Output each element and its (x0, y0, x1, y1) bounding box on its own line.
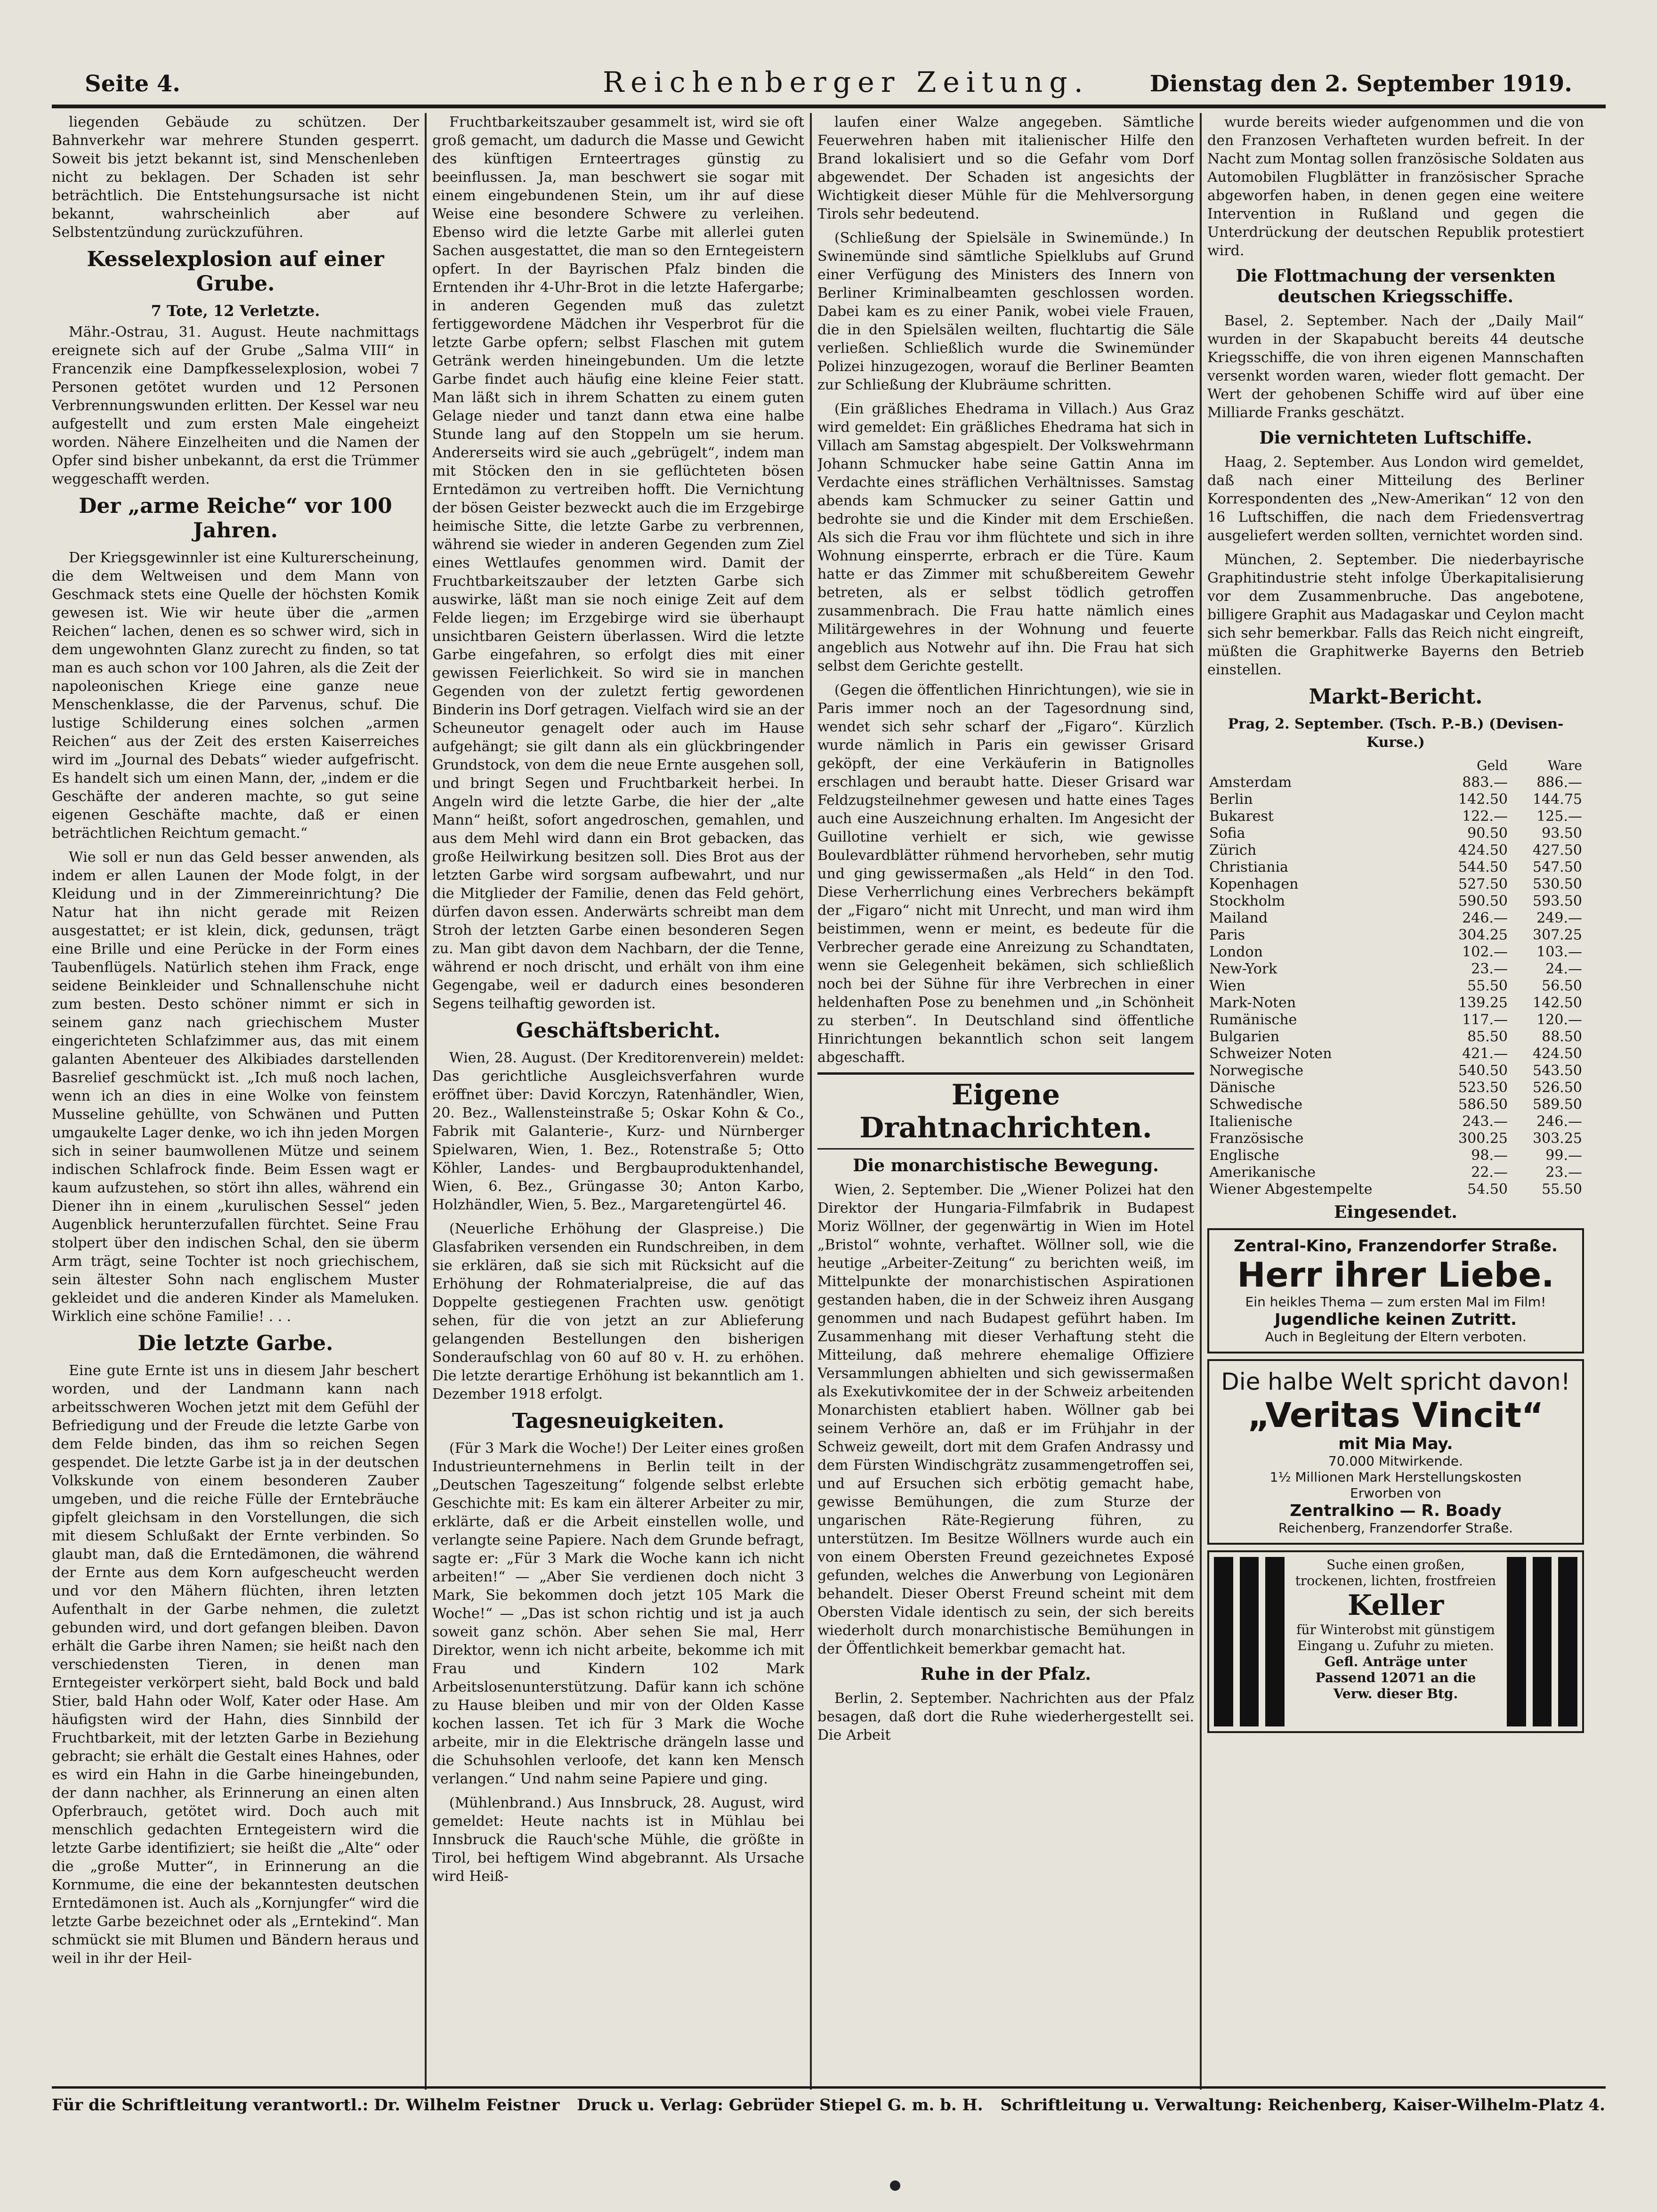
rate-ware: 526.50 (1533, 1079, 1582, 1096)
column-divider (1200, 113, 1202, 2090)
subheadline: 7 Tote, 12 Verletzte. (151, 302, 320, 320)
rate-ware: 55.50 (1542, 1181, 1582, 1198)
table-row (1207, 1130, 1584, 1147)
footer-publisher: Druck u. Verlag: Gebrüder Stiepel G. m. b. H. (577, 2096, 983, 2115)
ad-keller (1207, 1550, 1584, 1733)
ad-text: Jugendliche keinen Zutritt. (1274, 1310, 1517, 1329)
article-text: wurde bereits wieder aufgenommen und die von den Franzosen Verhafteten wurden befreit. In der Nacht zum Montag sollen französische Soldaten aus Automobilen Flugblätter in französischer Sprache abgeworfen haben, in denen gegen eine weitere Intervention in Rußland und gegen die Unterdrückung der deutschen Republik protestiert wird. (1207, 114, 1584, 259)
currency-name: Französische (1209, 1130, 1304, 1147)
header-rule (52, 105, 1606, 108)
currency-name: Rumänische (1209, 1012, 1297, 1028)
currency-name: Amerikanische (1209, 1164, 1316, 1181)
headline-ruhe-pfalz: Ruhe in der Pfalz. (920, 1664, 1091, 1684)
currency-name: Berlin (1209, 791, 1253, 808)
table-row (1207, 1147, 1584, 1164)
article-text: (Für 3 Mark die Woche!) Der Leiter eines großen Industrieunternehmens in Berlin teilt in der „Deutschen Tageszeitung“ folgende selbst erlebte Geschichte mit: Es kam ein älterer Arbeiter zu mir, erklärte, daß er die Arbeit einstellen wolle, und verlangte seine Papiere. Nach dem Grunde befragt, sagte er: „Für 3 Mark die Woche kann ich nicht arbeiten!“ — „Aber Sie verdienen doch nicht 3 Mark, Sie bekommen doch jetzt 105 Mark die Woche!“ — „Das ist schon richtig und ist ja auch soweit ganz schön. Aber sehen Sie mal, Herr Direktor, wenn ich nicht arbeite, bekomme ich mit Frau und Kindern 102 Mark Arbeitslosenunterstützung. Dafür kann ich schöne zu Hause bleiben und mir von der Olden Kasse kochen lassen. Tet ich für 3 Mark die Woche arbeite, mir in die Elektrische drängeln lasse und die Schuhsohlen verloofe, det kann ken Mensch verlangen.“ Und nahm seine Papiere und ging. (432, 1440, 804, 1787)
rate-ware: 120.— (1536, 1012, 1582, 1028)
ad-text: Die halbe Welt spricht davon! (1221, 1368, 1570, 1395)
article-text: München, 2. September. Die niederbayrische Graphitindustrie steht infolge Überkapitalisierung vor dem Zusammenbruche. Das angebotene, billigere Graphit aus Madagaskar und Ceylon macht sich sehr bemerkbar. Falls das Reich nicht eingreift, müßten die Graphitwerke Bayerns den Betrieb einstellen. (1207, 551, 1584, 678)
rate-geld: 243.— (1462, 1113, 1508, 1130)
headline-flottmachung: Die Flottmachung der versenkten deutschen Kriegsschiffe. (1236, 266, 1556, 307)
rate-ware: 23.— (1545, 1164, 1582, 1181)
rate-ware: 424.50 (1533, 1045, 1582, 1062)
ad-text: 70.000 Mitwirkende. (1328, 1453, 1463, 1469)
table-row (1207, 961, 1584, 978)
rate-ware: 303.25 (1533, 1130, 1582, 1147)
table-row (1207, 1012, 1584, 1029)
ad-text: Ein heikles Thema — zum ersten Mal im Film! (1245, 1294, 1546, 1310)
table-row (1207, 1062, 1584, 1079)
print-mark (890, 2180, 900, 2191)
ad-text: Erworben von (1350, 1485, 1441, 1501)
rate-geld: 117.— (1462, 1012, 1508, 1028)
rate-geld: 85.50 (1467, 1029, 1508, 1045)
headline-drahtnachrichten: Eigene Drahtnachrichten. (859, 1078, 1152, 1144)
currency-name: Mailand (1209, 910, 1268, 926)
rate-ware: 249.— (1536, 910, 1582, 926)
headline-eingesendet: Eingesendet. (1334, 1202, 1457, 1222)
article-text: (Ein gräßliches Ehedrama in Villach.) Aus Graz wird gemeldet: Ein gräßliches Ehedrama hat sich in Villach am Samstag abgespielt. Der Volkswehrmann Johann Schmucker habe seine Gattin Anna im Verdachte eines sträflichen Verhältnisses. Samstag abends kam Schmucker zu seiner Gattin und bedrohte sie und die Kinder mit dem Erschießen. Als sich die Frau vor ihm flüchtete und sich in ihre Wohnung einsperrte, erbrach er die Türe. Kaum hatte er das Zimmer mit schußbereitem Gewehr betreten, als er selbst tödlich getroffen zusammenbrach. Die Frau hatte nämlich eines Militärgewehres in der Wohnung und feuerte angeblich aus Notwehr auf ihn. Die Frau hat sich selbst dem Gerichte gestellt. (817, 401, 1194, 674)
rate-ware: 593.50 (1533, 893, 1582, 909)
currency-name: Christiania (1209, 859, 1288, 875)
rate-geld: 22.— (1471, 1164, 1508, 1181)
rate-ware: 307.25 (1533, 927, 1582, 943)
table-header-row (1207, 757, 1584, 774)
table-row (1207, 1079, 1584, 1096)
ad-text: für Winterobst mit günstigem Eingang u. Zufuhr zu mieten. (1296, 1622, 1495, 1653)
table-row (1207, 978, 1584, 995)
ad-text: Suche einen großen, trockenen, lichten, frostfreien (1295, 1557, 1496, 1588)
currency-name: Bulgarien (1209, 1029, 1280, 1045)
rate-ware: 88.50 (1542, 1029, 1582, 1045)
rate-ware: 103.— (1536, 944, 1582, 960)
rate-geld: 23.— (1471, 961, 1508, 977)
rate-geld: 142.50 (1458, 791, 1508, 808)
article-text: Haag, 2. September. Aus London wird gemeldet, daß nach einer Mitteilung des Berliner Korrespondenten des „New-Amerikan“ 12 von den 16 Luftschiffen, die nach dem Friedensvertrag ausgeliefert werden sollten, vernichtet worden sind. (1207, 454, 1584, 544)
ad-text: Zentral-Kino, Franzendorfer Straße. (1234, 1237, 1558, 1256)
headline-marktbericht: Markt-Bericht. (1309, 685, 1483, 709)
rate-geld: 139.25 (1458, 995, 1508, 1011)
currency-name: New-York (1209, 961, 1277, 977)
rate-geld: 421.— (1462, 1045, 1508, 1062)
rate-ware: 93.50 (1542, 825, 1582, 842)
headline-letzte-garbe: Die letzte Garbe. (137, 1331, 333, 1355)
article-text: Eine gute Ernte ist uns in diesem Jahr beschert worden, und der Landmann kann nach arbeitsschweren Wochen jetzt mit dem Gefühl der Befriedigung und der Freude die letzte Garbe von dem Felde binden, das ihm so reichen Segen gespendet. Die letzte Garbe ist ja in der deutschen Volkskunde von einem besonderen Zauber umgeben, und die reiche Fülle der Erntebräuche gipfelt gleichsam in den Vorstellungen, die sich mit diesem Schlußakt der Ernte verbinden. So glaubt man, daß die Erntedämonen, die während der Ernte aus dem Korn aufgescheucht werden und vor den Mähern flüchten, ihren letzten Aufenthalt in der Garbe nehmen, die zuletzt gebunden wird, und dort gefangen bleiben. Davon erhält die Garbe ihren Namen; sie heißt nach den verschiedensten Tieren, in denen man Erntegeister verkörpert sieht, bald Bock und bald Stier, bald Hahn oder Wolf, Kater oder Hase. Am häufigsten wird der Hahn, dies Sinnbild der Fruchtbarkeit, mit der letzten Garbe in Beziehung gebracht; sie erhält die Gestalt eines Hahnes, oder es wird ein Hahn in die Garbe hineingebunden, der dann nachher, als Erinnerung an einen alten Opferbrauch, getötet wird. Doch auch mit menschlich gedachten Erntegeistern wird die letzte Garbe identifiziert; sie heißt die „Alte“ oder die „große Mutter“, in Erinnerung an die Kornmume, die eine der bekanntesten deutschen Erntedämonen ist. Auch als „Kornjungfer“ wird die letzte Garbe bezeichnet oder als „Erntekind“. Man schmückt sie mit Blumen und Bändern heraus und weil in ihr der Heil- (52, 1362, 419, 1967)
rate-ware: 886.— (1536, 774, 1582, 791)
headline-arme-reiche: Der „arme Reiche“ vor 100 Jahren. (79, 494, 392, 543)
footer-address: Schriftleitung u. Verwaltung: Reichenberg, Kaiser-Wilhelm-Platz 4. (1000, 2096, 1605, 2115)
currency-name: Zürich (1209, 842, 1257, 859)
article-text: Der Kriegsgewinnler ist eine Kulturerscheinung, die dem Weltweisen und dem Mann von Geschmack stets eine Quelle der höchsten Komik gewesen ist. Wie wir heute über die „armen Reichen“ lachen, denen es so schwer wird, sich in dem ungewohnten Glanz zurecht zu finden, so tat man es auch schon vor 100 Jahren, als die Zeit der napoleonischen Kriege eine ganze neue Menschenklasse, die der Parvenus, schuf. Die lustige Schilderung eines solchen „armen Reichen“ aus der Zeit des ersten Kaiserreiches wird im „Journal des Debats“ wieder aufgefrischt. Es handelt sich um einen Mann, der, „indem er die Geschäfte der anderen machte, so gut seine eigenen Geschäfte machte, daß er einen beträchtlichen Reichtum gemacht.“ (52, 550, 419, 842)
table-row (1207, 825, 1584, 842)
table-row (1207, 1045, 1584, 1062)
decorative-bars (1502, 1552, 1582, 1731)
rate-geld: 55.50 (1467, 978, 1508, 994)
table-row (1207, 1181, 1584, 1198)
rate-ware: 99.— (1545, 1147, 1582, 1164)
rate-geld: 246.— (1462, 910, 1508, 926)
ad-title: Herr ihrer Liebe. (1237, 1255, 1554, 1295)
article-text: Basel, 2. September. Nach der „Daily Mail“ wurden in der Skapabucht bereits 44 deutsche Kriegsschiffe, die von ihren eigenen Mannschaften versenkt worden waren, wieder flott gemacht. Der Wert der gehobenen Schiffe wird auf über eine Milliarde Franks geschätzt. (1207, 313, 1584, 421)
market-subheadline: Prag, 2. September. (Tsch. P.-B.) (Devisen-Kurse.) (1228, 716, 1564, 751)
rate-geld: 300.25 (1458, 1130, 1508, 1147)
article-text: Mähr.-Ostrau, 31. August. Heute nachmittags ereignete sich auf der Grube „Salma VIII“ in Francenzik eine Dampfkesselexplosion, wobei 7 Personen getötet wurden und 12 Personen Verbrennungswunden erlitten. Der Kessel war neu aufgestellt und zum ersten Male eingeheizt worden. Nähere Einzelheiten und die Namen der Opfer sind bisher unbekannt, da erst die Trümmer weggeschafft werden. (52, 324, 419, 487)
rate-geld: 523.50 (1458, 1079, 1508, 1096)
currency-name: Wiener Abgestempelte (1209, 1181, 1373, 1198)
table-row (1207, 1113, 1584, 1130)
ad-text: Gefl. Anträge unter Passend 12071 an die Verw. dieser Btg. (1315, 1654, 1476, 1702)
table-row (1207, 893, 1584, 910)
currency-name: Sofia (1209, 825, 1245, 842)
column-3 (817, 113, 1194, 2090)
rate-ware: 589.50 (1533, 1096, 1582, 1113)
ad-text: Zentralkino — R. Boady (1290, 1501, 1502, 1520)
table-row (1207, 791, 1584, 808)
ad-text: 1½ Millionen Mark Herstellungskosten (1269, 1469, 1522, 1485)
article-text: Wien, 28. August. (Der Kreditorenverein) meldet: Das gerichtliche Ausgleichsverfahren wurde eröffnet über: David Korczyn, Ratenhändler, Wien, 20. Bez., Wallensteinstraße 5; Oskar Kohn & Co., Fabrik mit Galanterie-, Kurz- und Nürnberger Spielwaren, Wien, 1. Bez., Rotenstraße 5; Otto Köhler, Landes- und Bergbauproduktenhandel, Wien, 6. Bez., Grüngasse 30; Anton Karbo, Holzhändler, Wien, 5. Bez., Margaretengürtel 46. (432, 1050, 804, 1213)
ad-title: „Veritas Vincit“ (1247, 1395, 1544, 1435)
rate-geld: 590.50 (1458, 893, 1508, 909)
table-row (1207, 1029, 1584, 1045)
rate-ware: 144.75 (1533, 791, 1582, 808)
column-divider (425, 113, 427, 2090)
table-row (1207, 910, 1584, 927)
rate-ware: 543.50 (1533, 1062, 1582, 1079)
column-4 (1207, 113, 1584, 2090)
page-header (0, 0, 1657, 104)
rate-ware: 246.— (1536, 1113, 1582, 1130)
ad-keller-text (1294, 1557, 1497, 1702)
rate-ware: 125.— (1536, 808, 1582, 825)
table-row (1207, 995, 1584, 1012)
rate-ware: 427.50 (1533, 842, 1582, 859)
table-row (1207, 1096, 1584, 1113)
footer-editor: Für die Schriftleitung verantwortl.: Dr. Wilhelm Feistner (52, 2096, 560, 2115)
ad-zentral-kino (1207, 1228, 1584, 1353)
rate-geld: 527.50 (1458, 876, 1508, 892)
table-row (1207, 944, 1584, 961)
column-header-ware: Ware (1548, 758, 1582, 773)
headline-kesselexplosion: Kesselexplosion auf einer Grube. (87, 247, 384, 296)
table-row (1207, 774, 1584, 791)
column-header-geld: Geld (1477, 758, 1508, 773)
decorative-bars (1209, 1552, 1289, 1731)
issue-date: Dienstag den 2. September 1919. (1149, 71, 1572, 97)
rate-geld: 90.50 (1467, 825, 1508, 842)
currency-name: Italienische (1209, 1113, 1293, 1130)
article-text: (Mühlenbrand.) Aus Innsbruck, 28. August, wird gemeldet: Heute nachts ist in Mühlau bei Innsbruck die Rauch'sche Mühle, die größte in Tirol, bei heftigem Wind abgebrannt. Als Ursache wird Heiß- (432, 1795, 804, 1885)
currency-name: Kopenhagen (1209, 876, 1299, 892)
currency-name: Stockholm (1209, 893, 1285, 909)
column-2 (432, 113, 804, 2090)
article-text: Wie soll er nun das Geld besser anwenden, als indem er allen Launen der Mode folgt, in der Kleidung und in der Zimmereinrichtung? Die Natur hat ihn nicht gerade mit Reizen ausgestattet; er ist klein, dick, gedunsen, trägt eine Brille und eine Perücke in der Form eines Taubenflügels. Natürlich stehen ihm Frack, enge seidene Beinkleider und Schnallenschuhe nicht zum besten. Desto schöner nimmt er sich in seinem ganz nach griechischem Muster eingerichteten Schlafzimmer aus, das mit einem galanten Abenteuer des Alkibiades darstellenden Basrelief geschmückt ist. „Ich muß noch lachen, wenn ich an dies in eine Wolke von feinstem Musseline gehüllte, von Schwänen und Putten umgaukelte Lager denke, wo ich ihn jeden Morgen sich in seiner baumwollenen Mütze und seinem indischen Schlafrock finde. Beim Essen wagt er kaum aufzustehen, so stört ihn alles, während ein Diener ihn in einem „kurulischen Sessel“ jeden Augenblick herunterzufallen fürchtet. Seine Frau stolpert über den indischen Schal, den sie überm Arm trägt, seine Tochter ist noch griechischem, sein ältester Sohn nach englischem Muster gekleidet und die anderen Kinder als Mameluken. Wirklich eine schöne Familie! . . . (52, 849, 419, 1325)
rate-ware: 547.50 (1533, 859, 1582, 875)
footer-rule (52, 2086, 1606, 2089)
headline-monarchistische-bewegung: Die monarchistische Bewegung. (853, 1156, 1159, 1175)
currency-name: Schwedische (1209, 1096, 1303, 1113)
currency-table-body (1207, 774, 1584, 1198)
article-text: (Gegen die öffentlichen Hinrichtungen), wie sie in Paris immer noch an der Tagesordnung sind, wendet sich sehr scharf der „Figaro“. Kürzlich wurde nämlich in Paris ein gewisser Grisard geköpft, der eine Verkäuferin in Batignolles erschlagen und beraubt hatte. Dieser Grisard war Feldzugsteilnehmer gewesen und hatte eines Tages auch eine Auszeichnung erhalten. Im Angesicht der Guillotine verhielt er sich, wie gewisse Boulevardblätter rühmend hervorheben, sehr mutig und ging gewissermaßen „als Held“ in den Tod. Diese Verherrlichung eines Verbrechers bekämpft der „Figaro“ nicht mit Unrecht, und man wird ihm beistimmen, wenn er meint, es bedeute für die Verbrecher gerade eine Anreizung zu Schandtaten, wenn sie Gelegenheit bekämen, sich schließlich noch bei der Sühne für ihre Verbrechen in einer heldenhaften Pose zu benehmen und „in Schönheit zu sterben“. In Deutschland sind öffentliche Hinrichtungen bekanntlich schon seit langem abgeschafft. (817, 682, 1194, 1066)
rate-geld: 540.50 (1458, 1062, 1508, 1079)
table-row (1207, 842, 1584, 859)
rate-geld: 122.— (1462, 808, 1508, 825)
rate-geld: 304.25 (1458, 927, 1508, 943)
article-text: Fruchtbarkeitszauber gesammelt ist, wird sie oft groß gemacht, um dadurch die Masse und Gewicht des künftigen Ernteertrages günstig zu beeinflussen. Ja, man beschwert sie sogar mit einem eingebundenen Stein, um ihr auf diese Weise eine besondere Schwere zu verleihen. Ebenso wird die letzte Garbe mit allerlei guten Sachen ausgestattet, die man so den Erntegeistern opfert. In der Bayrischen Pfalz binden die Erntenden ihr 4-Uhr-Brot in die letzte Hafergarbe; in anderen Gegenden muß das zuletzt fertiggewordene Mädchen ihr Vesperbrot für die letzte Garbe opfern; selbst Flaschen mit gutem Getränk werden hineingebunden. Um die letzte Garbe findet auch häufig eine kleine Feier statt. Man läßt sich in ihrem Schatten zu einem guten Gelage nieder und tanzt dann etwa eine halbe Stunde lang auf den Stoppeln um sie herum. Andererseits wird sie auch „gebrügelt“, indem man mit Stöcken den in sie geflüchteten bösen Erntedämon zu vertreiben hofft. Die Vernichtung der bösen Geister bezweckt auch die im Erzgebirge heimische Sitte, die letzte Garbe zu verbrennen, während sie wieder in anderen Gegenden zum Ziel eines Wettlaufes genommen wird. Damit der Fruchtbarkeitszauber der letzten Garbe sich auswirke, läßt man sie noch einige Zeit auf dem Felde liegen; im Erzgebirge wird sie überhaupt unsichtbaren Geistern überlassen. Wird die letzte Garbe eingefahren, so erfolgt dies mit einer gewissen Feierlichkeit. So wird sie in manchen Gegenden von der zuletzt fertig gewordenen Binderin ins Dorf getragen. Vielfach wird sie an der Scheuneutor genagelt oder auch im Hause aufgehängt; sie gilt dann als ein glückbringender Grundstock, von dem die neue Ernte ausgehen soll, und bringt Segen und Fruchtbarkeit herbei. In Angeln wird die letzte Garbe, die hier der „alte Mann“ heißt, sofort angedroschen, gemahlen, und aus dem Mehl wird dann ein Brot gebacken, das große Heilwirkung besitzen soll. Dies Brot aus der letzten Garbe wird sorgsam aufbewahrt, und nur die Mitglieder der Familie, denen das Feld gehört, dürfen davon essen. Anderwärts schreibt man dem Stroh der letzten Garbe einen besonderen Segen zu. Man gibt davon dem Nachbarn, der die Tenne, während er noch drischt, und erhält von ihm eine Gegengabe, weil er dadurch eines besonderen Segens teilhaftig geworden ist. (432, 114, 804, 1012)
table-row (1207, 1164, 1584, 1181)
ad-veritas-vincit (1207, 1359, 1584, 1545)
page-footer (52, 2096, 1605, 2119)
rate-ware: 56.50 (1542, 978, 1582, 994)
ad-text: mit Mia May. (1338, 1434, 1453, 1453)
currency-name: Schweizer Noten (1209, 1045, 1332, 1062)
article-text: laufen einer Walze angegeben. Sämtliche Feuerwehren haben mit italienischer Hilfe den Brand lokalisiert und so die Gefahr vom Dorf abgewendet. Der Schaden ist angesichts der Wichtigkeit dieser Mühle für die Mehlversorgung Tirols sehr bedeutend. (817, 114, 1194, 222)
currency-table (1207, 757, 1584, 1198)
table-row (1207, 927, 1584, 944)
currency-name: Englische (1209, 1147, 1279, 1164)
currency-name: Bukarest (1209, 808, 1274, 825)
headline-luftschiffe: Die vernichteten Luftschiffe. (1259, 428, 1532, 448)
rate-geld: 883.— (1462, 774, 1508, 791)
rate-geld: 102.— (1462, 944, 1508, 960)
table-row (1207, 808, 1584, 825)
page-number: Seite 4. (85, 71, 180, 97)
rate-geld: 54.50 (1467, 1181, 1508, 1198)
rate-geld: 544.50 (1458, 859, 1508, 875)
ad-text: Reichenberg, Franzendorfer Straße. (1278, 1520, 1513, 1536)
rate-geld: 586.50 (1458, 1096, 1508, 1113)
currency-name: London (1209, 944, 1263, 960)
rate-geld: 98.— (1471, 1147, 1508, 1164)
currency-name: Wien (1209, 978, 1245, 994)
currency-name: Amsterdam (1209, 774, 1292, 791)
article-text: (Schließung der Spielsäle in Swinemünde.) In Swinemünde sind sämtliche Spielklubs auf Grund einer Verfügung des Ministers des Innern von Berliner Kriminalbeamten geschlossen worden. Dabei kam es zu einer Panik, wobei viele Frauen, die in den Spielsälen weilten, fluchtartig die Säle verließen. Schließlich wurde die Swinemünder Polizei hinzugezogen, worauf die Berliner Beamten zur Schließung der Klubräume schritten. (817, 230, 1194, 393)
table-row (1207, 859, 1584, 876)
masthead: Reichenberger Zeitung. (603, 66, 1090, 99)
article-text: liegenden Gebäude zu schützen. Der Bahnverkehr war mehrere Stunden gesperrt. Soweit bis jetzt bekannt ist, sind Menschenleben nicht zu beklagen. Der Schaden ist sehr beträchtlich. Die Entstehungsursache ist nicht bekannt, wahrscheinlich aber auf Selbstentzündung zurückzuführen. (52, 114, 419, 241)
rate-ware: 142.50 (1533, 995, 1582, 1011)
table-row (1207, 876, 1584, 893)
currency-name: Norwegische (1209, 1062, 1304, 1079)
article-text: (Neuerliche Erhöhung der Glaspreise.) Die Glasfabriken versenden ein Rundschreiben, in dem sie erklären, daß sie sich mit Rücksicht auf die Erhöhung der Rohmaterialpreise, die auf das Doppelte gestiegenen Frachten usw. genötigt sehen, für die von jetzt an zur Ablieferung gelangenden Bestellungen den bisherigen Sonderaufschlag von 60 auf 80 v. H. zu erhöhen. Die letzte derartige Erhöhung ist bekanntlich am 1. Dezember 1918 erfolgt. (432, 1221, 804, 1402)
ad-text: Auch in Begleitung der Eltern verboten. (1265, 1329, 1527, 1345)
headline-tagesneuigkeiten: Tagesneuigkeiten. (512, 1409, 725, 1433)
currency-name: Mark-Noten (1209, 995, 1296, 1011)
rate-ware: 24.— (1545, 961, 1582, 977)
section-rule (817, 1072, 1194, 1150)
article-text: Wien, 2. September. Die „Wiener Polizei hat den Direktor der Hungaria-Filmfabrik in Budapest Moriz Wöllner, der gegenwärtig in Wien im Hotel „Bristol“ wohnte, verhaftet. Wöllner soll, wie die heutige „Arbeiter-Zeitung“ zu berichten weiß, im Mittelpunkte der monarchistischen Aspirationen gestanden haben, die in der Schweiz ihren Ausgang genommen und nach Budapest geführt haben. Im Zusammenhang mit dieser Verhaftung steht die Mitteilung, daß mehrere ehemalige Offiziere Versammlungen abhielten und sich gewissermaßen als Exekutivkomitee der in der Schweiz arbeitenden Monarchisten etabliert haben. Wöllner gab bei seinem Verhöre an, daß er im Frühjahr in der Schweiz geweilt, dort mit dem Grafen Andrassy und dem Fürsten Windischgrätz zusammengetroffen sei, und auf Ersuchen sich erbötig gemacht habe, gewisse Bemühungen, die zum Sturze der ungarischen Räte-Regierung führen, zu unterstützen. Im Besitze Wöllners wurde auch ein von einem Obersten Freund gezeichnetes Exposé gefunden, welches die Anwerbung von Legionären behandelt. Dieser Oberst Freund scheint mit dem Obersten Vidale identisch zu sein, der sich bereits wiederholt durch monarchistische Bemühungen in der Öffentlichkeit bemerkbar gemacht hat. (817, 1182, 1194, 1657)
rate-geld: 424.50 (1458, 842, 1508, 859)
currency-name: Dänische (1209, 1079, 1276, 1096)
rate-ware: 530.50 (1533, 876, 1582, 892)
ad-title: Keller (1347, 1589, 1444, 1622)
headline-geschaeftsbericht: Geschäftsbericht. (516, 1019, 721, 1043)
currency-name: Paris (1209, 927, 1245, 943)
column-1 (52, 113, 419, 2090)
article-text: Berlin, 2. September. Nachrichten aus der Pfalz besagen, daß dort die Ruhe wiederhergestellt sei. Die Arbeit (817, 1690, 1194, 1743)
column-divider (810, 113, 812, 2090)
